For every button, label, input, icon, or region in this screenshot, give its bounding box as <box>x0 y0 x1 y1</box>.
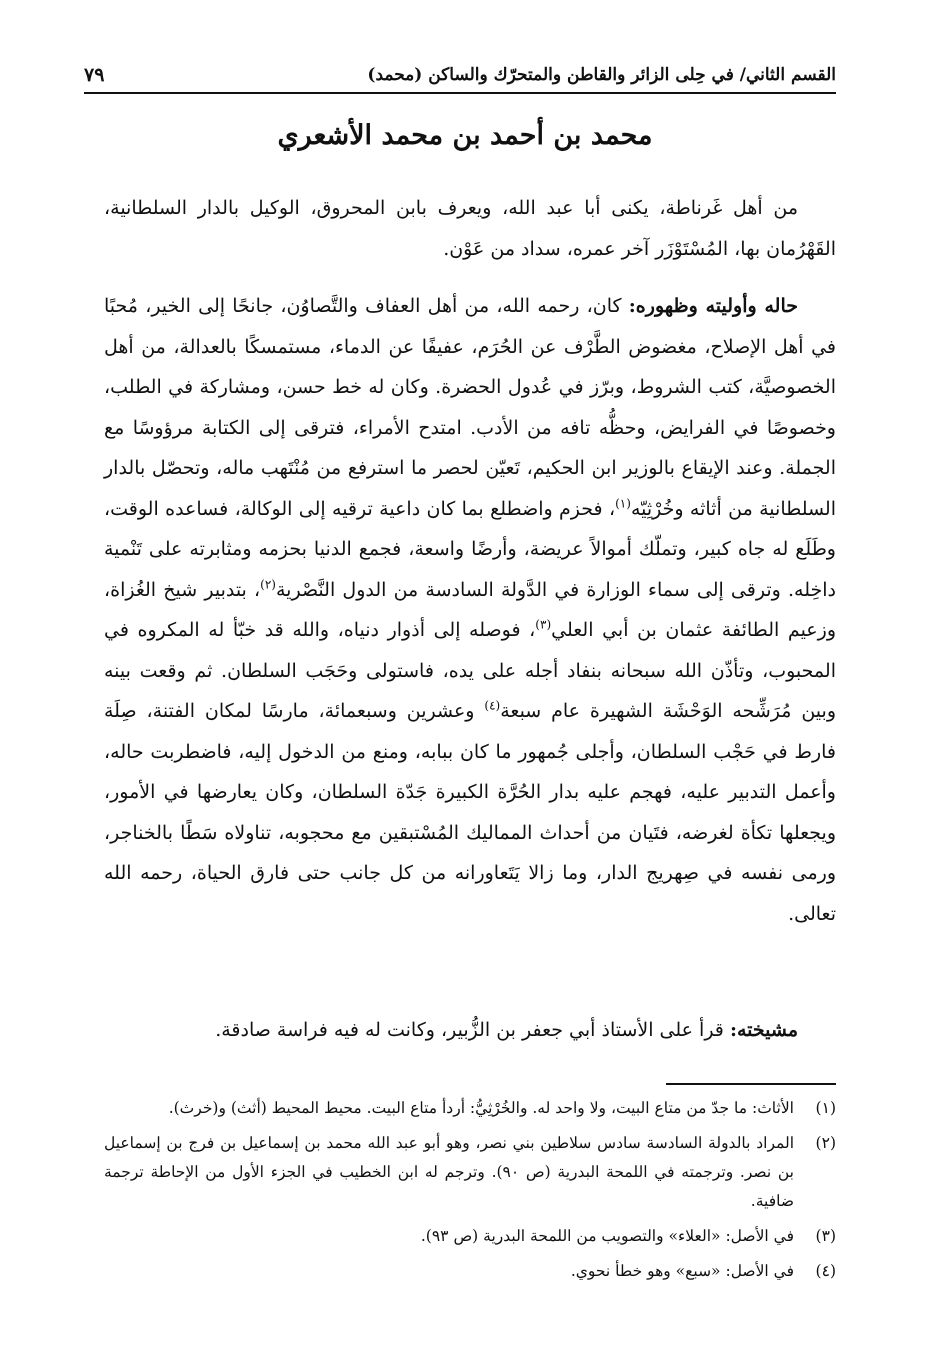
footnote-separator <box>666 1083 836 1085</box>
footnote-ref-4: (٤) <box>484 698 501 713</box>
footnote-text: في الأصل: «سبع» وهو خطأ نحوي. <box>570 1262 794 1280</box>
footnote-number: (٤) <box>815 1262 836 1280</box>
biography-text-part-4: ، فوصله إلى أذوار دنياه، والله قد خبّأ له المكروه في المحبوب، وتأذّن الله سبحانه بنفاد أجله على يده، فاستولى وحَجَب السلطان. ثم وقعت بينه وبين مُرَشِّحه الوَحْشَة الشهيرة عام سبعة <box>104 619 836 722</box>
footnote-4 <box>104 1257 836 1286</box>
footnote-1 <box>104 1094 836 1123</box>
footnote-number: (٣) <box>815 1227 836 1245</box>
footnote-text: الأثاث: ما جدّ من متاع البيت، ولا واحد له. والخُرْثِيُّ: أردأ متاع البيت. محيط المحيط (أثث) و(خرث). <box>168 1099 794 1117</box>
teachers-text: قرأ على الأستاذ أبي جعفر بن الزُّبير، وكانت له فيه فراسة صادقة. <box>215 1019 730 1041</box>
biography-text-part-2: ، فحزم واضطلع بما كان داعية ترقيه إلى الوكالة، فساعده الوقت، وطَلَع له جاه كبير، وتملّك أموالاً عريضة، وأرضًا واسعة، فجمع الدنيا بحزمه ومثابرته على تَنْمية داخِله. وترقى إلى سماء الوزارة في الدَّولة السادسة من الدول النَّصْرية <box>104 497 836 601</box>
teachers-paragraph <box>104 1010 836 1051</box>
footnote-number: (١) <box>815 1099 836 1117</box>
footnote-2 <box>104 1129 836 1216</box>
biography-paragraph <box>104 286 836 934</box>
footnote-ref-2: (٢) <box>260 577 276 592</box>
footnote-text: المراد بالدولة السادسة سادس سلاطين بني نصر، وهو أبو عبد الله محمد بن إسماعيل بن فرج بن إسماعيل بن نصر. وترجمته في اللمحة البدرية (ص ٩٠). وترجم له ابن الخطيب في الجزء الأول من الإحاطة ترجمة ضافية. <box>104 1134 794 1210</box>
running-header <box>84 58 836 94</box>
footnote-ref-3: (٣) <box>535 617 552 632</box>
footnote-3 <box>104 1222 836 1251</box>
footnote-text: في الأصل: «العلاء» والتصويب من اللمحة البدرية (ص ٩٣). <box>420 1227 794 1245</box>
page-number: ٧٩ <box>84 64 105 86</box>
footnotes <box>104 1094 836 1286</box>
footnote-ref-1: (١) <box>615 496 631 511</box>
section-heading-status: حاله وأوليته وظهوره: <box>628 295 798 317</box>
section-heading-teachers: مشيخته: <box>729 1019 798 1041</box>
biography-text-part-1: كان، رحمه الله، من أهل العفاف والتَّصاوُن، جانحًا إلى الخير، مُحبًا في أهل الإصلاح، مغضوض الطَّرْف عن الحُرَم، عفيفًا عن الدماء، مستمسكًا بالعدالة، من أهل الخصوصيَّة، كتب الشروط، وبرّز في عُدول الحضرة. وكان له خط حسن، ومشاركة في الطلب، وخصوصًا في الفرايض، وحظُّه تافه من الأدب. امتدح الأمراء، فترقى إلى الكتابة مرؤوسًا مع الجملة. وعند الإيقاع بالوزير ابن الحكيم، تَعيّن لحصر ما استرفع من مُنْتَهب ماله، وتحصّل بالدار السلطانية من أثاثه وخُرْثِيّه <box>104 295 836 520</box>
running-title: القسم الثاني/ في حِلى الزائر والقاطن والمتحرّك والساكن (محمد) <box>367 65 836 85</box>
biography-text-part-5: وعشرين وسبعمائة، مارسًا لمكان الفتنة، صِلَة فارط في حَجْب السلطان، وأجلى جُمهور ما كان ببابه، ومنع من الدخول إليه، فاضطربت حاله، وأعمل التدبير عليه، فهجم عليه بدار الحُرَّة الكبيرة جَدّة السلطان، وكان يعارضها في الأمور، ويجعلها تكأة لغرضه، فتَيان من أحداث المماليك المُسْتبقين مع محجوبه، تناولاه سَطًا بالخناجر، ورمى نفسه في صِهريج الدار، وما زالا يَتَعاورانه من كل جانب حتى فارق الحياة، رحمه الله تعالى. <box>104 700 836 925</box>
intro-paragraph: من أهل غَرناطة، يكنى أبا عبد الله، ويعرف بابن المحروق، الوكيل بالدار السلطانية، القَهْرُمان بها، المُسْتَوْزَر آخر عمره، سداد من عَوْن. <box>104 197 836 260</box>
footnote-number: (٢) <box>815 1134 836 1152</box>
chapter-title: محمد بن أحمد بن محمد الأشعري <box>277 120 653 151</box>
biography-text-part-3: ، بتدبير شيخ الغُزاة، وزعيم الطائفة عثمان بن أبي العلي <box>104 578 836 641</box>
